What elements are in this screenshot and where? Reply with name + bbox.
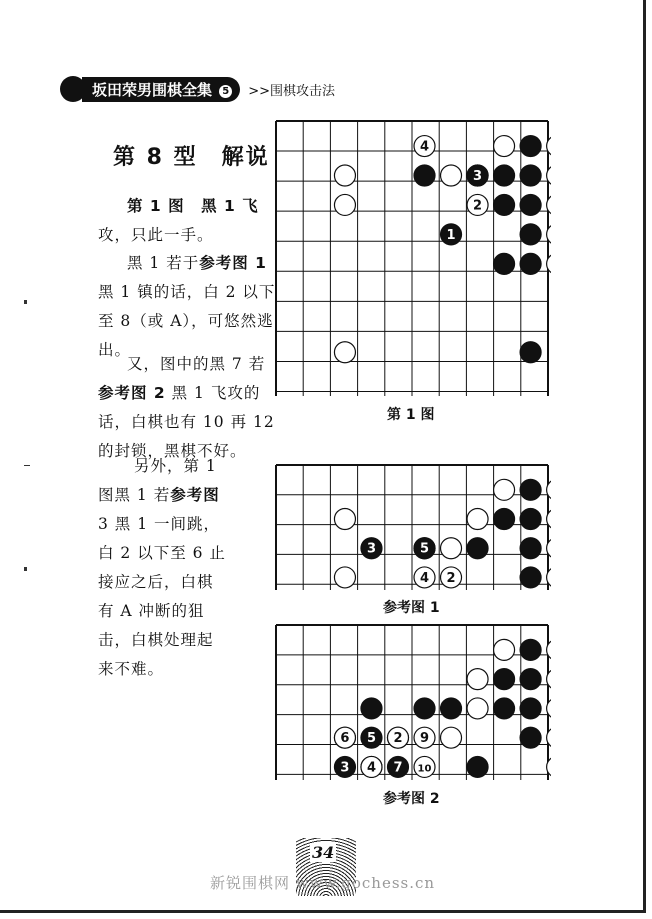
- black-stone: [520, 698, 541, 719]
- watermark: 新锐围棋网 www.gochess.cn: [210, 874, 436, 892]
- white-stone: [441, 727, 462, 748]
- stone-number: 4: [419, 139, 430, 155]
- black-stone: [494, 253, 515, 274]
- stone-number: 3: [366, 541, 376, 557]
- black-stone: [520, 727, 541, 748]
- black-stone: [467, 756, 488, 777]
- stone-number: 7: [393, 760, 403, 776]
- black-stone: [520, 567, 541, 588]
- margin-mark: [24, 465, 30, 466]
- series-volume-badge: 5: [219, 85, 232, 98]
- paragraph-1-cont: 攻，只此一手。: [98, 226, 214, 244]
- black-stone: [520, 509, 541, 530]
- black-stone: [520, 194, 541, 215]
- black-stone: [520, 253, 541, 274]
- black-stone: [494, 509, 515, 530]
- stone-number: 5: [366, 731, 376, 747]
- section-title: 第 8 型 解说: [113, 145, 270, 170]
- black-stone: [520, 224, 541, 245]
- black-stone: [520, 538, 541, 559]
- black-stone: [520, 479, 541, 500]
- running-header: [60, 75, 335, 103]
- stone-number: 2: [393, 731, 403, 747]
- black-stone: [441, 698, 462, 719]
- black-stone: [520, 342, 541, 363]
- white-stone: [334, 165, 355, 186]
- paragraph-3: 又，图中的黑 7 若 参考图 2 黑 1 飞攻的 话，白棋也有 10 再 12 的封锁，黑棋不好。: [98, 355, 275, 460]
- black-stone: [520, 165, 541, 186]
- series-title: 坂田荣男围棋全集 5: [82, 77, 240, 102]
- black-stone: [361, 698, 382, 719]
- stone-number: 3: [473, 168, 483, 184]
- stone-number: 9: [419, 731, 430, 747]
- black-stone: [467, 538, 488, 559]
- stone-number: 10: [417, 763, 432, 775]
- white-stone: [494, 136, 515, 157]
- stone-number: 4: [419, 570, 430, 586]
- black-stone: [414, 165, 435, 186]
- stone-number: 6: [340, 731, 350, 747]
- white-stone: [467, 509, 488, 530]
- black-stone: [494, 669, 515, 690]
- black-stone: [520, 639, 541, 660]
- go-board-diagram-1: [273, 118, 551, 396]
- reference-2-caption: 参考图 2: [383, 791, 440, 807]
- stone-number: 5: [419, 541, 430, 557]
- white-stone: [441, 165, 462, 186]
- white-stone: [334, 509, 355, 530]
- black-stone: [520, 136, 541, 157]
- white-stone: [494, 639, 515, 660]
- stone-number: 2: [473, 198, 483, 214]
- chapter-title: >>围棋攻击法: [248, 83, 336, 99]
- paragraph-1: 第 1 图 黑 1 飞: [127, 197, 259, 215]
- white-stone: [334, 194, 355, 215]
- white-stone: [334, 342, 355, 363]
- stone-number: 1: [446, 227, 456, 243]
- white-stone: [467, 669, 488, 690]
- stone-number: 2: [446, 570, 456, 586]
- margin-mark: [24, 300, 27, 304]
- go-board-reference-1: [273, 462, 551, 590]
- diagram-1-caption: 第 1 图: [387, 407, 435, 423]
- go-board-reference-2: [273, 622, 551, 780]
- white-stone: [441, 538, 462, 559]
- paragraph-2: 黑 1 若于参考图 1 黑 1 镇的话，白 2 以下 至 8（或 A），可悠然逃 出。: [98, 254, 276, 359]
- black-stone: [494, 194, 515, 215]
- margin-mark: [24, 567, 27, 571]
- white-stone: [467, 698, 488, 719]
- stone-number: 3: [340, 760, 350, 776]
- paragraph-4: 另外，第 1 图黑 1 若参考图 3 黑 1 一间跳， 白 2 以下至 6 止 接应之后，白棋 有 A 冲断的狙 击，白棋处理起 来不难。: [98, 457, 226, 678]
- white-stone: [494, 479, 515, 500]
- reference-1-caption: 参考图 1: [383, 600, 440, 616]
- white-stone: [334, 567, 355, 588]
- black-stone: [494, 698, 515, 719]
- page-number: 34: [312, 843, 335, 862]
- black-stone: [520, 669, 541, 690]
- black-stone: [494, 165, 515, 186]
- black-stone: [414, 698, 435, 719]
- stone-number: 4: [366, 760, 376, 776]
